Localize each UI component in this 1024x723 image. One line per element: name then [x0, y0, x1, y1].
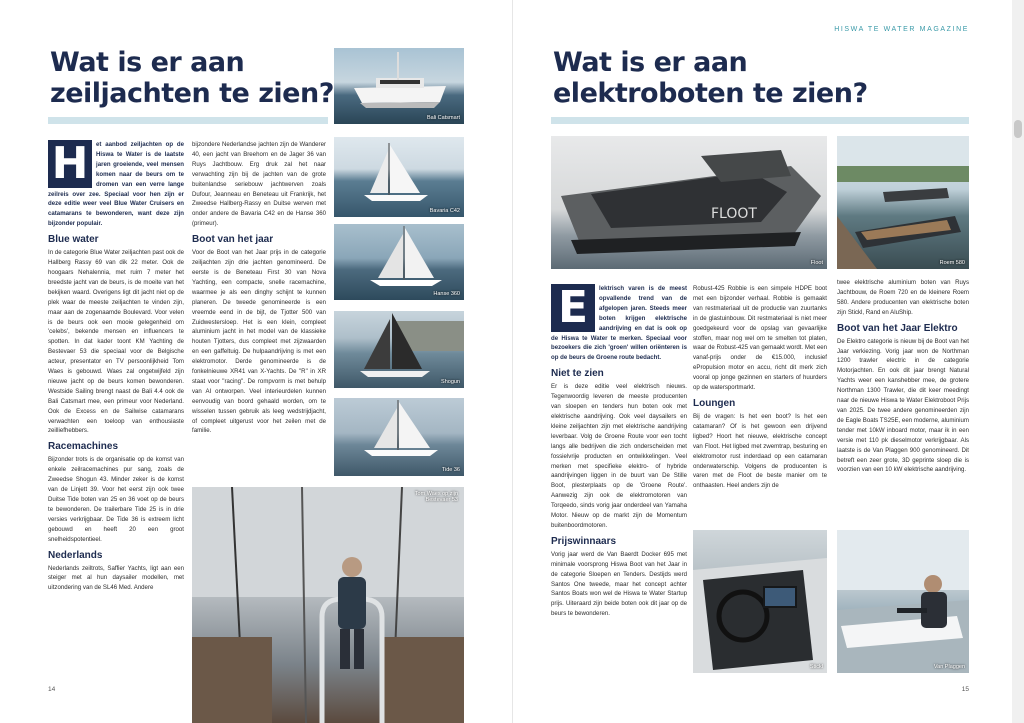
left-column-1 — [48, 140, 184, 690]
text-blue-water: In de categorie Blue Water zeiljachten past ook de Hallberg Rassy 69 van dik 22 meter. Ook de hoogaars Nehalennia, met ruim 7 meter het breedste jacht van de beurs, is de moeite van het bekijken waard. Overigens ligt dit jacht niet op de plek waar de meeste zeiljachten te vinden zijn, maar aan de zogenaamde Boulevard. Voor velen is de beurs ook een mooie gelegenheid om 'celebs', bekende mensen en influencers te spotten. In dat kader toont KM Yachting de Bestevaer 53 die speciaal voor de Belgische acteur, presentator en TV persoonlijkheid Tom Waes is gebouwd. Waes zal ongetwijfeld zijn nieuwe jacht op de beurs komen bewonderen. Westside Sailing brengt naast de Bali 4.4 ook de Bali Catsmart mee, een primeur voor Nederland. Ook de Excess en de Sailwise catamarans verwachten een toeloop van enthousiaste zeilliefhebbers. — [48, 249, 184, 435]
sailboat-illustration-3 — [334, 398, 464, 476]
left-title-line1: Wat is er aan — [50, 47, 245, 78]
heading-blue-water: Blue water — [48, 234, 99, 246]
man-on-boat-illustration — [837, 530, 969, 673]
caption-tide: Tide 36 — [441, 467, 460, 473]
drop-cap-e: E — [551, 284, 595, 332]
vertical-scrollbar[interactable] — [1012, 0, 1024, 723]
svg-text:FLOOT: FLOOT — [711, 206, 757, 222]
right-title-line2: elektroboten te zien? — [553, 78, 868, 109]
photo-bali-catsmart — [334, 48, 464, 124]
text-roem: twee elektrische aluminium boten van Ruys Jachtbouw, de Roem 720 en de kleinere Roem 580. Andere producenten van elektrische boten zijn Stickl, Rand en AluShip. — [837, 279, 969, 316]
photo-shogun — [334, 311, 464, 388]
heading-nederlands: Nederlands — [48, 549, 103, 561]
right-column-1 — [551, 284, 687, 684]
heading-boot-van-het-jaar: Boot van het jaar — [192, 234, 274, 246]
left-column-2 — [192, 140, 326, 485]
scrollbar-thumb[interactable] — [1014, 120, 1022, 138]
caption-bavaria: Bavaria C42 — [429, 208, 460, 214]
magazine-name: HISWA TE WATER MAGAZINE — [834, 26, 969, 33]
text-boot-van-het-jaar: Voor de Boot van het Jaar prijs in de categorie zeiljachten zijn drie jachten genomineerd. De eerste is de Beneteau First 30 van Nova Yachting, een compacte, snelle racemachine, waarmee je als een dinghy schijnt te kunnen planeren. De tweede genomineerde is een vreemde eend in de bijt, de Tjotter 500 van Zuidwestersloep. Het is een klein, compleet aluminium jacht in het model van de klassieke houten Tjotters, dus compleet met zijzwaarden en een gaffeltuig. De hulpaandrijving is met een elektromotor. Derde genomineerde is de fonkelnieuwe XR41 van X-Yachts. De "R" in XR staat voor "racing". De rompvorm is met behulp van AI ontworpen. Veel interieurdelen kunnen eenvoudig van boord gehaald worden, om te wisselen tussen gebruik als leeg wedstrijdjacht, of compleet uitgerust voor het zeilen met de familie. — [192, 249, 326, 435]
caption-tom-waes: Tom Waes op zijn Bestevaer 53 — [414, 491, 458, 503]
left-title — [50, 47, 334, 109]
text-nederlands: Nederlands zeiltrots, Saffier Yachts, ligt aan een steiger met al hun daysailer modellen, met uitzondering van de SL46 Med. Andere — [48, 564, 184, 592]
photo-hanse — [334, 224, 464, 300]
page-number-left: 14 — [48, 686, 56, 693]
text-boot-van-het-jaar-elektro: De Elektro categorie is nieuw bij de Boot van het Jaar verkiezing. Vorig jaar won de Northman 1200 trawler electric in de categorie Motorjachten. En ook dit jaar brengt Natural Yachts weer een kanshebber mee, de grotere Northman 1300 Trawler, die dit keer meedingt naar de nieuwe Hiswa te Water Elektroboot Prijs van 2025. De twee andere genomineerden zijn de Eagle Boats TS25E, een moderne, aluminium tender met 10kW inboard motor, maar ik in een versie met 110 pk dieselmotor verkrijgbaar. Als laatste is de Van Plaggen 900 genomineerd. Dit betreft een zeer grote, 3D geprinte sloep die is voorzien van een 10 kW elektrische aandrijving. — [837, 337, 969, 474]
page-number-right: 15 — [961, 686, 969, 693]
right-column-3 — [837, 278, 969, 528]
photo-floot — [551, 136, 827, 269]
left-intro: et aanbod zeiljachten op de Hiswa te Water is de laatste jaren groeiende, veel mensen komen naar de beurs om te dromen van een verre lange zeilreis over zee. Speciaal voor hen zijn er deze editie weer veel Blue Water Cruisers en catamarans te bewonderen, want deze zijn bijzonder populair. — [48, 141, 184, 228]
heading-prijswinnaars: Prijswinnaars — [551, 535, 617, 547]
text-racemachines: Bijzonder trots is de organisatie op de komst van enkele zeilracemachines pur sang, zoals de Zweedse Shogun 43. Minder zeker is de komst van de Linjett 39. Voor het eerst zijn ook twee Duitse Tide boten van 25 en 36 voet op de beurs te bewonderen. De trailerbare Tide 25 is in drie versies verkrijgbaar. De Tide 36 is extreem licht gebouwd en heeft 20 een groot snelheidspotentieel. — [48, 456, 184, 543]
heading-racemachines: Racemachines — [48, 441, 119, 453]
photo-roem — [837, 136, 969, 269]
catamaran-illustration — [334, 48, 464, 124]
right-column-2 — [693, 284, 827, 524]
caption-electric-boat: Van Plaggen — [933, 664, 965, 670]
floot-boat-illustration — [551, 136, 827, 269]
canal-illustration — [837, 136, 969, 269]
photo-electric-boat — [837, 530, 969, 673]
text-column-2: bijzondere Nederlandse jachten zijn de Wanderer 40, een jacht van Breehorn en de Jager 36 van Ruys Jachtbouw. Erg druk zal het naar verwachting zijn bij de jachten van de grote buitenlandse seriebouw jachtwerven zoals Dufour, Jeanneau en Beneteau uit Frankrijk, het Zweedse Hallberg-Rassy en Duitse werven met onder andere de Bavaria C42 en de Hanse 360 (primeur). — [192, 141, 326, 228]
text-loungen: Bij de vragen: Is het een boot? Is het een catamaran? Of is het gewoon een drijvend ligbed? Hoort het nieuwe, elektrische concept van Floot. Het ligbed met zwemtrap, besturing en elektromotor rust inderdaad op een catamaran onderwaterschip. Volgens de producenten is varen met de Floot de beste manier om te onthaasten. Heel anders zijn de — [693, 412, 827, 490]
caption-floot: Floot — [810, 260, 823, 266]
racing-sailboat-illustration — [334, 311, 464, 388]
boat-dashboard-illustration — [693, 530, 827, 673]
photo-stickl — [693, 530, 827, 673]
photo-tom-waes — [192, 487, 464, 723]
photo-tide — [334, 398, 464, 476]
text-prijswinnaars: Vorig jaar werd de Van Baerdt Docker 695 met minimale voorsprong Hiswa Boot van het Jaar in de categorie Sloepen en Tenders. Destijds werd Santos One tweede, maar het concept achter Santos Boats won wel de Hiswa te Water Startup prijs. Uiteraard zijn beide boten ook dit jaar op de beurs te bewonderen. — [551, 550, 687, 618]
text-niet-te-zien: Er is deze editie veel elektrisch nieuws. Tegenwoordig leveren de meeste producenten van sloepen en tenders hun boten ook met elektrische aandrijving. Ook veel daysailers en kleine zeiljachten zijn met elektrische aandrijving leverbaar. Volg de Groene Route voor een tocht langs alle bedrijven die zich onderscheiden met fossielvrije producten en ontwikkelingen. Veel merken met specifieke elektro- of hybride aandrijvingen liggen in de buurt van De Stille Boot, plesterplaats op de 'Groene Route'. Aanwezig zijn ook de elektromotoren van Torqeedo, sinds vorig jaar onderdeel van Yamaha Motor. Nieuw op de markt zijn de Momentum buitenboordmotoren. — [551, 383, 687, 529]
sailboat-illustration-2 — [334, 224, 464, 300]
right-intro: lektrisch varen is de meest opvallende trend van de afgelopen jaren. Steeds meer boten krijgen elektrische aandrijving en dat is ook op de Hiswa te Water te merken. Speciaal voor bezoekers die zich 'groen' willen oriënteren is op de beurs de Groene route bedacht. — [551, 285, 687, 362]
marina-illustration — [192, 487, 464, 723]
right-page — [512, 0, 1024, 723]
caption-stickl: Stickl — [809, 664, 823, 670]
heading-niet-te-zien: Niet te zien — [551, 368, 604, 380]
caption-bali: Bali Catsmart — [426, 115, 460, 121]
right-title-bar — [551, 117, 969, 124]
text-robust: Robust-425 Robbie is een simpele HDPE boot met een bijzonder verhaal. Robbie is gemaakt van restmateriaal uit de productie van zuurtanks in de glastuinbouw. Dit restmateriaal is niet meer goedgekeurd voor de opslag van gevaarlijke stoffen, maar nog wel om te smelten tot platen, waar de Robust-425 van gemaakt wordt. Met een vanaf-prijs onder de €15.000, inclusief ePropulsion motor en accu, richt dit merk zich vooral op jonge gezinnen en starters of huurders op de watersportmarkt. — [693, 285, 827, 392]
left-title-line2: zeiljachten te zien? — [50, 78, 334, 109]
caption-shogun: Shogun — [441, 379, 460, 385]
heading-boot-van-het-jaar-elektro: Boot van het Jaar Elektro — [837, 322, 958, 334]
heading-loungen: Loungen — [693, 397, 736, 409]
left-title-bar — [48, 117, 328, 124]
caption-hanse: Hanse 360 — [433, 291, 460, 297]
drop-cap-h: H — [48, 140, 92, 188]
right-title — [553, 47, 868, 109]
right-title-line1: Wat is er aan — [553, 47, 748, 78]
photo-bavaria — [334, 137, 464, 217]
caption-roem: Roem 580 — [939, 260, 965, 266]
sailboat-illustration — [334, 137, 464, 217]
